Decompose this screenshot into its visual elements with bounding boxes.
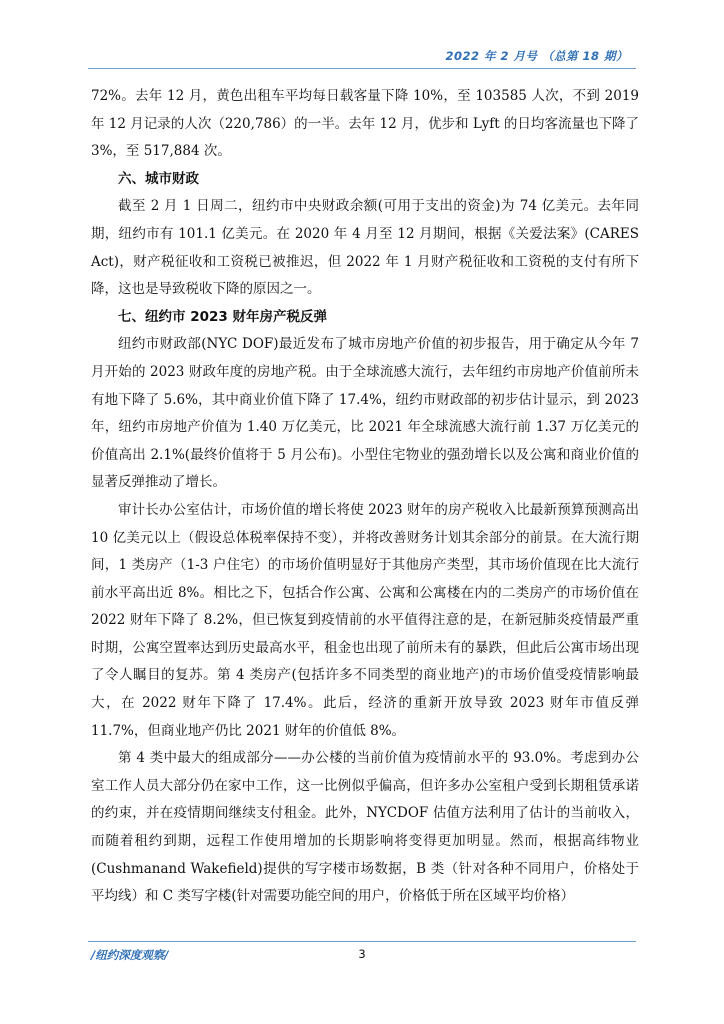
section-heading-city-finance: 六、城市财政 [118, 170, 199, 187]
section-heading-property-tax: 七、纽约市 2023 财年房产税反弹 [118, 308, 327, 325]
page-number: 3 [358, 947, 366, 961]
header-divider [88, 68, 636, 69]
issue-header: 2022 年 2 月号 （总第 18 期） [445, 49, 628, 63]
footer-divider [88, 941, 636, 942]
article-body [91, 83, 639, 911]
paragraph-property-tax-3: 第 4 类中最大的组成部分——办公楼的当前价值为疫情前水平的 93.0%。考虑到办公室工作人员大部分仍在家中工作，这一比例似乎偏高，但许多办公室租户受到长期租赁承诺的约束，并在疫情期间继续支付租金。此外，NYCDOF 估值方法利用了估计的当前收入，而随着租约到期，远程工作使用增加的长期影响将变得更加明显。然而，根据高纬物业(Cushmanand Wakefield)提供的写字楼市场数据，B 类（针对各种不同用户，价格处于平均线）和 C 类写字楼(针对需要功能空间的用户，价格低于所在区域平均价格） [91, 750, 639, 905]
paragraph-city-finance: 截至 2 月 1 日周二，纽约市中央财政余额(可用于支出的资金)为 74 亿美元。去年同期，纽约市有 101.1 亿美元。在 2020 年 4 月至 12 月期间，根据《关爱法案》(CARES Act)，财产税征收和工资税已被推迟，但 2022 年 1 月财产税征收和工资税的支付有所下降，这也是导致税收下降的原因之一。 [91, 198, 639, 298]
paragraph-property-tax-1: 纽约市财政部(NYC DOF)最近发布了城市房地产价值的初步报告，用于确定从今年 7 月开始的 2023 财政年度的房地产税。由于全球流感大流行，去年纽约市房地产价值前所未有地下降了 5.6%，其中商业价值下降了 17.4%，纽约市财政部的初步估计显示，到 2023 年，纽约市房地产价值为 1.40 万亿美元，比 2021 年全球流感大流行前 1.37 万亿美元的价值高出 2.1%(最终价值将于 5 月公布)。小型住宅物业的强劲增长以及公寓和商业价值的显著反弹推动了增长。 [91, 336, 639, 491]
paragraph-property-tax-2: 审计长办公室估计，市场价值的增长将使 2023 财年的房产税收入比最新预算预测高出 10 亿美元以上（假设总体税率保持不变），并将改善财务计划其余部分的前景。在大流行期间，1 类房产（1-3 户住宅）的市场价值明显好于其他房产类型，其市场价值现在比大流行前水平高出近 8%。相比之下，包括合作公寓、公寓和公寓楼在内的二类房产的市场价值在 2022 财年下降了 8.2%，但已恢复到疫情前的水平值得注意的是，在新冠肺炎疫情最严重时期，公寓空置率达到历史最高水平，租金也出现了前所未有的暴跌，但此后公寓市场出现了令人瞩目的复苏。第 4 类房产(包括许多不同类型的商业地产)的市场价值受疫情影响最大，在 2022 财年下降了 17.4%。此后，经济的重新开放导致 2023 财年市值反弹 11.7%，但商业地产仍比 2021 财年的价值低 8%。 [91, 501, 639, 739]
publication-name: /纽约深度观察/ [91, 948, 169, 962]
paragraph-intro: 72%。去年 12 月，黄色出租车平均每日载客量下降 10%，至 103585 人次，不到 2019 年 12 月记录的人次（220,786）的一半。去年 12 月，优步和 Lyft 的日均客流量也下降了 3%，至 517,884 次。 [91, 88, 639, 160]
